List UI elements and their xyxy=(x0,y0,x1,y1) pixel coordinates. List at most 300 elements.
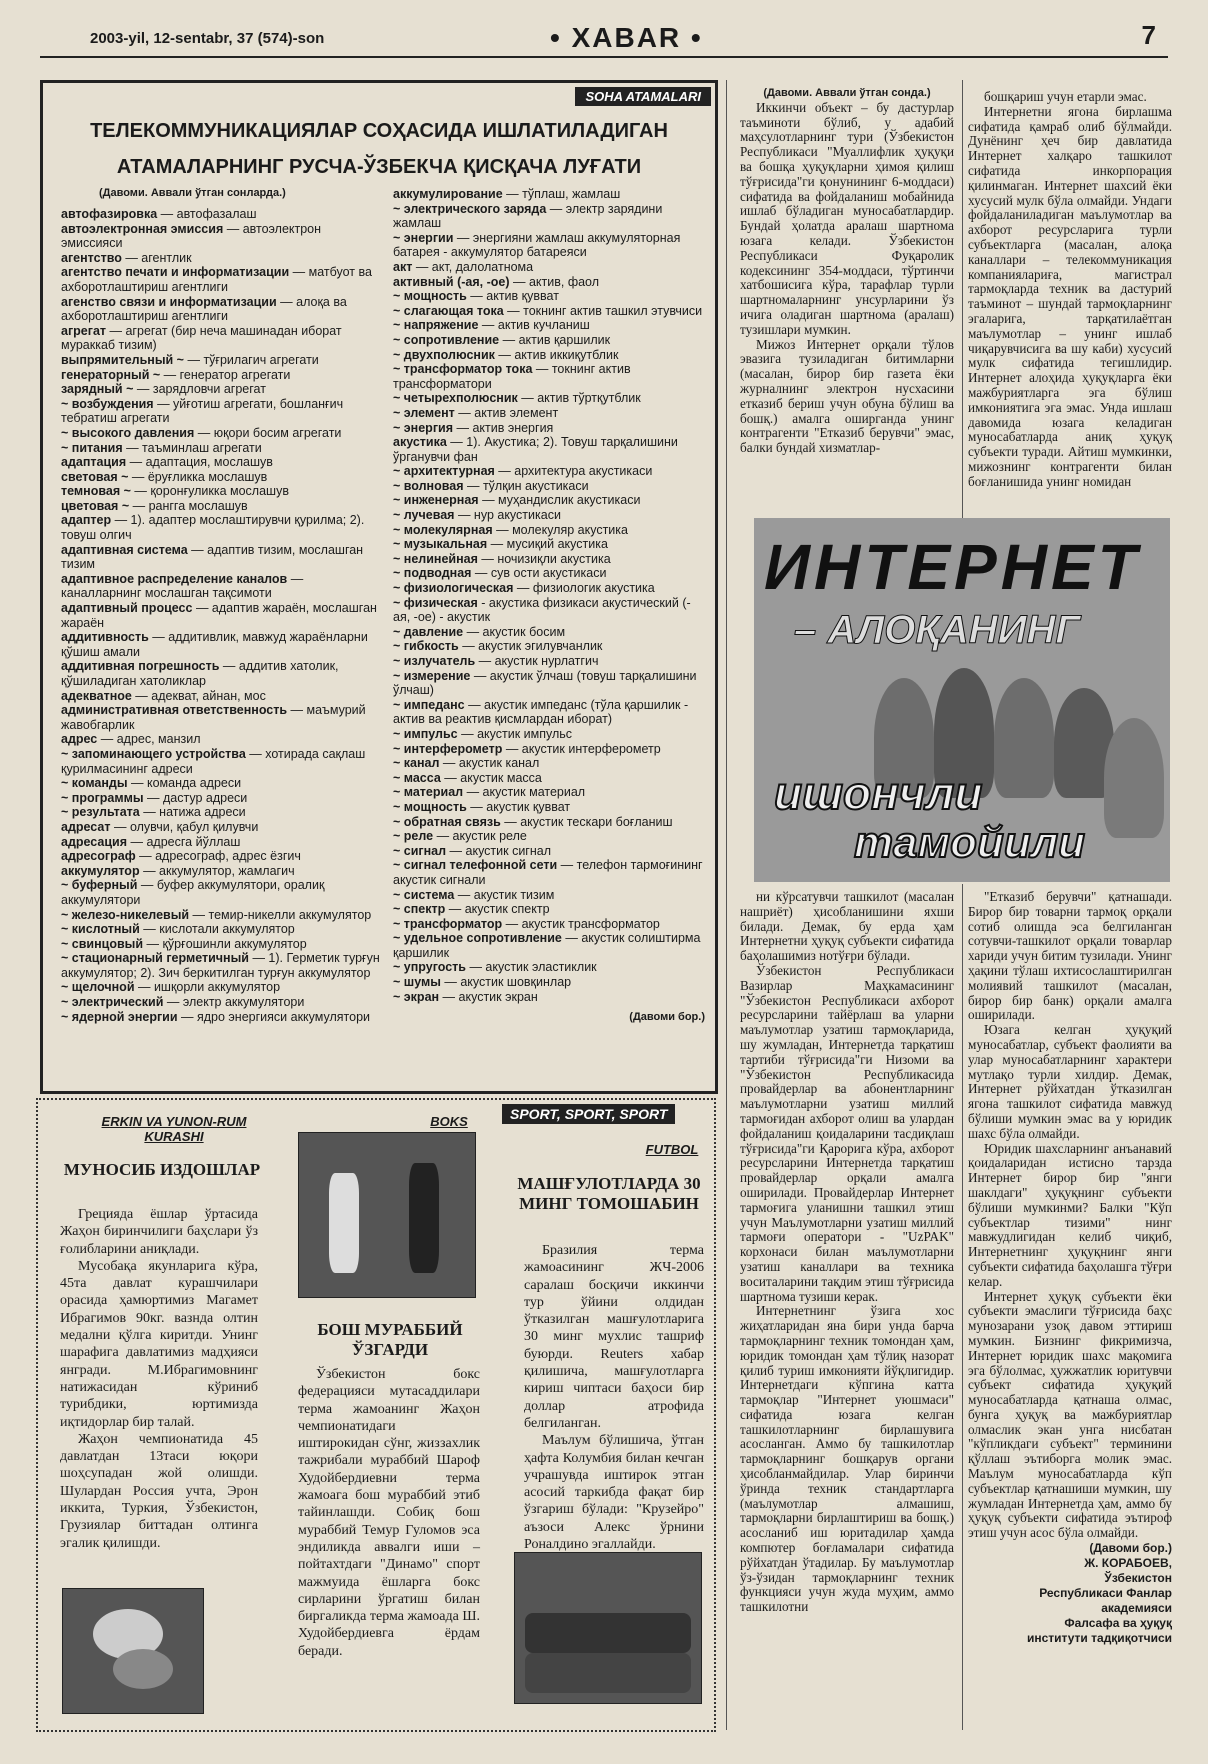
paragraph: Интернет ҳуқуқ субъекти ёки субъекти эмаслиги тўғрисида баҳс мунозарани узоқ давом эттириш мумкин. Бизнинг фикримизча, Интернет юридик шахс мақомига эга бўлолмас, ҳужжатлик юритувчи субъект сифатида ҳуқуқий муносабатларда қатнаша олмас, бунга ҳуқуқ ва мажбуриятлар олмаслик экан унга нисбатан "кўпликдаги субъект" терминини қўллаш эътиборга молик эмас. Маълум муносабатларда кўп субъектлар қатнашиши мумкин, шу жумладан Интернетда ҳам, аммо бу ҳуқуқ субъекти сифатида эътироф этиш учун асос бўла олмайди. xyxy=(968,1288,1172,1541)
dictionary-definition: — адаптив жараён, мослашган жараён xyxy=(61,601,377,630)
dictionary-term: темновая ~ xyxy=(61,484,131,499)
dictionary-term: ~ система xyxy=(393,887,455,902)
dictionary-definition: — актив қаршилик xyxy=(499,332,611,347)
dictionary-definition: — аккумулятор, жамлагич xyxy=(139,863,295,878)
internet-column-a xyxy=(740,86,954,456)
dictionary-term: ~ нелинейная xyxy=(393,551,478,566)
dictionary-term: ~ двухполюсник xyxy=(393,347,495,362)
dictionary-definition: — акт, далолатнома xyxy=(412,259,534,274)
paragraph: Юридик шахсларнинг анъанавий қоидаларидан истисно тарзда Интернет бирор бир "янги шаклдаги" ҳуқуқнинг субъекти бўлиши мумкинми? Балки "Кўп субъектлар тизими" нинг мавжудлигидан келиб чиқиб, Интернетнинг ҳуқуқнинг янги субъекти сифатида баҳолашга тўғри келар. xyxy=(968,1140,1172,1289)
dictionary-entry xyxy=(393,406,705,421)
dictionary-entry xyxy=(393,698,705,727)
dictionary-entry xyxy=(393,493,705,508)
dictionary-entry xyxy=(61,820,383,835)
dictionary-term: агентство печати и информатизации xyxy=(61,265,290,280)
dictionary-definition: — автофазалаш xyxy=(157,207,257,221)
dictionary-term: ~ спектр xyxy=(393,902,446,917)
dictionary-term: ~ сигнал телефонной сети xyxy=(393,858,558,873)
dictionary-entry xyxy=(393,566,705,581)
person-photo xyxy=(1104,718,1164,838)
dictionary-term: ~ энергии xyxy=(393,230,454,245)
dictionary-entry xyxy=(393,639,705,654)
internet-art-word2: тамойили xyxy=(854,818,1086,867)
dictionary-entry xyxy=(393,800,705,815)
dictionary-entry xyxy=(393,391,705,406)
dictionary-term: адресация xyxy=(61,834,128,849)
dictionary-term: ~ буферный xyxy=(61,878,138,893)
dictionary-term: ~ шумы xyxy=(393,975,441,990)
dictionary-entry xyxy=(393,464,705,479)
dictionary-term: генераторный ~ xyxy=(61,367,161,382)
dictionary-entry xyxy=(393,742,705,757)
dictionary-entry xyxy=(393,756,705,771)
internet-art-subtitle: – АЛОҚАНИНГ xyxy=(794,608,1080,652)
dictionary-title-line1: ТЕЛЕКОММУНИКАЦИЯЛАР СОҲАСИДА ИШЛАТИЛАДИГАН xyxy=(90,120,668,142)
dictionary-entry xyxy=(61,470,383,485)
dictionary-entry xyxy=(61,703,383,732)
dictionary-definition: — телефон тармоғининг акустик сигнали xyxy=(393,858,703,887)
dictionary-entry xyxy=(61,1010,383,1025)
dictionary-entry xyxy=(393,537,705,552)
dictionary-definition: — молекуляр акустика xyxy=(492,522,628,537)
dictionary-term: адресат xyxy=(61,819,111,834)
dictionary-term: ~ результата xyxy=(61,805,140,820)
internet-column-b xyxy=(968,90,1172,490)
sport-bar: SPORT, SPORT, SPORT xyxy=(502,1104,675,1124)
dictionary-definition: — акустик солиштирма қаршилик xyxy=(393,931,701,960)
dictionary-definition: — акустик сигнал xyxy=(446,843,552,858)
dictionary-definition: — тўплаш, жамлаш xyxy=(502,187,621,201)
dictionary-term: ~ высокого давления xyxy=(61,425,195,440)
author-affiliation: Ўзбекистон xyxy=(1104,1571,1172,1586)
dictionary-term: ~ материал xyxy=(393,785,464,800)
football-article xyxy=(524,1242,704,1553)
dictionary-term: зарядный ~ xyxy=(61,382,134,397)
dictionary-entry xyxy=(61,368,383,383)
dictionary-term: ~ ядерной энергии xyxy=(61,1009,178,1024)
dictionary-definition: — натижа адреси xyxy=(139,805,246,820)
internet-art-title: ИНТЕРНЕТ xyxy=(764,531,1141,603)
dictionary-term: ~ щелочной xyxy=(61,980,135,995)
dictionary-entry xyxy=(393,333,705,348)
dictionary-entry xyxy=(393,581,705,596)
dictionary-definition: — адекват, айнан, мос xyxy=(131,688,266,703)
dictionary-term: ~ импульс xyxy=(393,726,458,741)
dictionary-entry xyxy=(393,202,705,231)
dictionary-term: ~ давление xyxy=(393,624,464,639)
paragraph: Бразилия терма жамоасининг ЖЧ-2006 саралаш босқичи иккинчи тур ўйини олдидан ўтказилган машғулотларига 30 минг мухлис ташриф буюрди. Reuters хабар қилишича, машғулотларга кириш чиптаси баҳоси бир доллар атрофида белгиланган. xyxy=(524,1243,704,1431)
dictionary-definition: — акустик канал xyxy=(439,756,540,771)
dictionary-definition: — команда адреси xyxy=(127,776,242,791)
dictionary-entry xyxy=(393,815,705,830)
dictionary-term: ~ мощность xyxy=(393,799,467,814)
dictionary-term: адаптивная система xyxy=(61,542,188,557)
dictionary-entry xyxy=(61,747,383,776)
dictionary-definition: — агентлик xyxy=(121,250,192,265)
dictionary-term: ~ элемент xyxy=(393,405,455,420)
dictionary-term: ~ реле xyxy=(393,829,434,844)
dictionary-entry xyxy=(393,289,705,304)
dictionary-definition: — кислотали аккумулятор xyxy=(139,922,295,937)
dictionary-definition: — ночизиқли акустика xyxy=(477,551,611,566)
dictionary-column-1 xyxy=(61,207,383,1024)
dictionary-definition: - акустика физикаси акустический (-ая, -ое) - акустик xyxy=(393,595,691,625)
dictionary-entry xyxy=(61,951,383,980)
dictionary-definition: — акустик интерферометр xyxy=(502,741,661,756)
dictionary-term: аккумулятор xyxy=(61,863,140,878)
dictionary-term: административная ответственность xyxy=(61,703,288,718)
dictionary-title-line2: АТАМАЛАРНИНГ РУСЧА-ЎЗБЕКЧА ҚИСҚАЧА ЛУҒАТИ xyxy=(116,156,642,178)
dictionary-definition: — акустик масса xyxy=(440,770,542,785)
dictionary-definition: — генератор агрегати xyxy=(160,367,291,382)
dictionary-title xyxy=(63,113,695,185)
dictionary-intro: (Давоми. Аввали ўтган сонларда.) xyxy=(99,187,286,199)
dictionary-entry xyxy=(61,791,383,806)
dictionary-entry xyxy=(393,435,705,464)
dictionary-definition: — адресограф, адрес ёзгич xyxy=(135,849,301,864)
dictionary-entry xyxy=(61,207,383,222)
dictionary-term: световая ~ xyxy=(61,469,129,484)
dictionary-definition: — зарядловчи агрегат xyxy=(133,382,266,397)
person-photo xyxy=(994,678,1054,798)
author-affiliation: Республикаси Фанлар xyxy=(1039,1586,1172,1601)
dictionary-definition: — сув ости акустикаси xyxy=(471,566,607,581)
dictionary-entry xyxy=(61,995,383,1010)
paragraph: Мусобақа якунларига кўра, 45та давлат курашчилари орасида ҳамюртимиз Магамет Ибрагимов 90кг. вазнда олтин медални қўлга киритди. Унинг шарафига давлатимиз мадҳияси янгради. М.Ибрагимовнинг натижасидан кўриниб турибдики, юртимизда иқтидорлар бир талай. xyxy=(60,1258,258,1430)
dictionary-term: адаптивный процесс xyxy=(61,601,193,616)
dictionary-entry xyxy=(61,543,383,572)
dictionary-term: акт xyxy=(393,259,413,274)
dictionary-entry xyxy=(61,864,383,879)
dictionary-entry xyxy=(61,382,383,397)
dictionary-definition: — актив кучланиш xyxy=(478,318,590,333)
dictionary-term: ~ железо-никелевый xyxy=(61,907,190,922)
dictionary-term: ~ напряжение xyxy=(393,318,479,333)
dictionary-entry xyxy=(393,348,705,363)
dictionary-entry xyxy=(61,222,383,251)
dictionary-entry xyxy=(393,304,705,319)
dictionary-definition: — актив энергия xyxy=(453,420,554,435)
dictionary-term: ~ сигнал xyxy=(393,843,447,858)
dictionary-definition: — энергияни жамлаш аккумуляторная батарея - аккумулятор батареяси xyxy=(393,230,681,260)
dictionary-entry xyxy=(61,426,383,441)
dictionary-term: ~ кислотный xyxy=(61,922,140,937)
dictionary-definition: — акустик тизим xyxy=(454,887,555,902)
dictionary-definition: — уйғотиш агрегати, бошланғич тебратиш агрегати xyxy=(61,396,344,426)
dictionary-entry xyxy=(393,508,705,523)
dictionary-term: агрегат xyxy=(61,323,107,338)
dictionary-term: ~ свинцовый xyxy=(61,936,144,951)
dictionary-term: ~ физическая xyxy=(393,595,478,610)
paragraph: Интернетнинг ўзига хос жиҳатларидан яна бири унда барча тармоқларнинг техник томондан ҳам, юридик томондан ҳам тўлиқ назорат қилиб туриш имконияти йўқлигидир. Интернетдаги кўпгина катта тармоқлар "Интернет уюшмаси" сифатида юзага келган ташкилотларнинг бирлашувига асосланган. Аммо бу ташкилотлар тармоқларнинг бошқарув органи ҳисобланмайдилар. Улар биринчи ўринда техник стандартларга (маълумотлар алмашиш, тармоқларни бирлаштириш ва бошқ.) асосланиб иш юритадилар ҳамда компютер боғламалари сифатида рўйхатдан ўтадилар. Бу маълумотлар ўз-ўзидан тармоқларнинг техник функцияси учун жуда муҳим, аммо ташкилотни xyxy=(740,1303,954,1615)
dictionary-entry xyxy=(393,960,705,975)
internet-end: (Давоми бор.) xyxy=(1089,1541,1172,1556)
dictionary-definition: — акустик эластиклик xyxy=(465,960,597,975)
dictionary-definition: — темир-никелли аккумулятор xyxy=(189,907,372,922)
dictionary-term: агенство связи и информатизации xyxy=(61,294,277,309)
dictionary-definition: — автоэлектрон эмиссияси xyxy=(61,221,322,251)
dictionary-entry xyxy=(61,455,383,470)
dictionary-entry xyxy=(61,251,383,266)
author-affiliation: институти тадқиқотчиси xyxy=(1027,1631,1172,1646)
dictionary-term: ~ инженерная xyxy=(393,493,479,508)
dictionary-definition: — хотирада сақлаш қурилмасининг адреси xyxy=(61,746,366,776)
dictionary-entry xyxy=(393,625,705,640)
dictionary-term: аддитивная погрешность xyxy=(61,659,220,674)
dictionary-definition: — ядро энергияси аккумулятори xyxy=(177,1009,371,1024)
dictionary-definition: — электр аккумулятори xyxy=(163,995,305,1010)
dictionary-term: цветовая ~ xyxy=(61,498,130,513)
dictionary-entry xyxy=(393,596,705,625)
dictionary-entry xyxy=(61,630,383,659)
dictionary-definition: — адресга йўллаш xyxy=(127,834,241,849)
paragraph: Грецияда ёшлар ўртасида Жаҳон биринчилиги баҳслари ўз ғолибларини аниқлади. xyxy=(60,1207,258,1257)
dictionary-definition: — маъмурий жавобгарлик xyxy=(61,703,366,732)
dictionary-definition: — физиологик акустика xyxy=(513,581,655,596)
page-header xyxy=(40,20,1168,58)
dictionary-definition: — аддитивлик, мавжуд жараёнларни қўшиш амали xyxy=(61,630,368,659)
masthead: • XABAR • xyxy=(550,22,703,53)
internet-column-c xyxy=(740,890,954,1615)
dictionary-term: ~ энергия xyxy=(393,420,453,435)
dictionary-entry xyxy=(393,654,705,669)
dictionary-definition: — қўрғошинли аккумулятор xyxy=(143,936,307,951)
paragraph: "Етказиб берувчи" қатнашади. Бирор бир товарни тармоқ орқали сотиб олишда эса белгиланган сотувчи-ташкилот орқали товарлар хариди учун битим тузилади. Унинг ҳақини тўлаш ихтисослаштирилган молиявий ташкилот (масалан, бирор бир банк) орқали амалга оширилади. xyxy=(968,889,1172,1023)
paragraph: Мижоз Интернет орқали тўлов эвазига тузиладиган битимларни (масалан, бирор бир газета ёки журналнинг электрон нусхасини етказиб бериш учун обуна бўлиш ва бошқ.) амалга оширганда унинг контрагенти "Етказиб берувчи" эмас, балки бундай хизматлар- xyxy=(740,336,954,456)
boxing-rubric: BOKS xyxy=(430,1114,468,1129)
dictionary-term: ~ команды xyxy=(61,776,128,791)
dictionary-entry xyxy=(61,441,383,456)
football-team-photo xyxy=(514,1552,702,1704)
dictionary-entry xyxy=(393,917,705,932)
dictionary-term: активный (-ая, -ое) xyxy=(393,274,510,289)
dictionary-definition: — 1). адаптер мослаштирувчи қурилма; 2). товуш олгич xyxy=(61,513,365,543)
boxing-article xyxy=(298,1366,480,1660)
dictionary-definition: — буфер аккумулятори, оралиқ аккумулятори xyxy=(61,878,325,907)
dictionary-end: (Давоми бор.) xyxy=(629,1011,705,1024)
dictionary-term: ~ физиологическая xyxy=(393,581,514,596)
dictionary-definition: — аддитив хатолик, қўшиладиган хатоликлар xyxy=(61,659,339,688)
internet-column-d xyxy=(968,890,1172,1646)
dictionary-definition: — акустик тескари боғланиш xyxy=(500,814,673,829)
dictionary-entry xyxy=(61,499,383,514)
dictionary-term: выпрямительный ~ xyxy=(61,352,184,367)
dictionary-definition: — рангга мослашув xyxy=(129,498,248,513)
dictionary-definition: — архитектура акустикаси xyxy=(494,464,653,479)
dictionary-term: ~ слагающая тока xyxy=(393,303,504,318)
paragraph: Ўзбекистон бокс федерацияси мутасаддилари терма жамоанинг Жаҳон чемпионатидаги иштирокидан сўнг, жиззахлик тажрибали мураббий Шароф Худойбердиевни терма жамоага бош мураббий этиб тайинлашди. Собиқ бош мураббий Темур Гуломов эса эндиликда аввалги иши – пойтахтдаги "Динамо" спорт мажмуида ёшларга бокс сирларини ўргатиш билан биргаликда терма жамоада Ш. Худойбердиевга ёрдам беради. xyxy=(298,1367,480,1659)
dictionary-definition: — тўғрилагич агрегати xyxy=(184,352,319,367)
dictionary-term: ~ возбуждения xyxy=(61,396,154,411)
dictionary-definition: — акустик эгилувчанлик xyxy=(458,639,603,654)
dictionary-entry xyxy=(393,931,705,960)
football-rubric: FUTBOL xyxy=(645,1142,699,1157)
dictionary-definition: — 1). Акустика; 2). Товуш тарқалишини ўрганувчи фан xyxy=(393,435,678,464)
dictionary-definition: — акустик қувват xyxy=(466,799,571,814)
dictionary-entry xyxy=(61,484,383,499)
dictionary-entry xyxy=(393,275,705,290)
author-affiliation: Фалсафа ва ҳуқуқ xyxy=(1064,1616,1172,1631)
dictionary-entry xyxy=(393,785,705,800)
dictionary-definition: — акустик импульс xyxy=(457,726,573,741)
internet-continued: (Давоми. Аввали ўтган сонда.) xyxy=(763,87,931,99)
dictionary-term: адаптивное распределение каналов xyxy=(61,571,288,586)
dictionary-term: ~ подводная xyxy=(393,566,472,581)
dictionary-term: адаптация xyxy=(61,455,127,470)
dictionary-definition: — акустик реле xyxy=(433,829,527,844)
column-divider xyxy=(726,80,727,1730)
dictionary-term: ~ стационарный герметичный xyxy=(61,951,249,966)
dictionary-entry xyxy=(393,362,705,391)
dictionary-entry xyxy=(61,601,383,630)
dictionary-term: акустика xyxy=(393,435,447,450)
dictionary-term: ~ обратная связь xyxy=(393,814,501,829)
dictionary-term: ~ программы xyxy=(61,790,144,805)
dictionary-definition: — дастур адреси xyxy=(143,790,248,805)
dictionary-term: аддитивность xyxy=(61,630,149,645)
dictionary-term: ~ гибкость xyxy=(393,639,459,654)
dictionary-term: ~ упругость xyxy=(393,960,466,975)
dictionary-term: ~ трансформатор тока xyxy=(393,362,533,377)
dictionary-definition: — актив элемент xyxy=(454,405,559,420)
dictionary-definition: — муҳандислик акустикаси xyxy=(478,493,641,508)
dictionary-entry xyxy=(61,295,383,324)
dictionary-term: адресограф xyxy=(61,849,136,864)
dictionary-entry xyxy=(393,902,705,917)
dictionary-entry xyxy=(393,318,705,333)
dictionary-entry xyxy=(61,513,383,542)
dictionary-entry xyxy=(393,771,705,786)
dictionary-term: адрес xyxy=(61,732,98,747)
dictionary-term: ~ лучевая xyxy=(393,508,455,523)
dictionary-entry xyxy=(61,324,383,353)
dictionary-entry xyxy=(61,937,383,952)
dictionary-term: ~ интерферометр xyxy=(393,741,503,756)
dictionary-definition: — адаптация, мослашув xyxy=(126,455,273,470)
dictionary-term: ~ электрический xyxy=(61,995,164,1010)
dictionary-definition: — актив тўртқутблик xyxy=(517,391,641,406)
wrestling-headline: МУНОСИБ ИЗДОШЛАР xyxy=(63,1160,261,1179)
internet-art-word1: ишончли xyxy=(774,767,983,819)
dictionary-term: ~ удельное сопротивление xyxy=(393,931,562,946)
dictionary-term: ~ музыкальная xyxy=(393,537,488,552)
paragraph: Юзага келган ҳуқуқий муносабатлар, субъект фаолияти ва улар муносабатларнинг характери мутлақо турли хилдир. Демак, Интернет рўйхатдан ўтказилган ягона ташкилот сифатида мавжуд бўлиши мумкин эмас ва у юридик шахс бўла олмайди. xyxy=(968,1022,1172,1141)
dictionary-definition: — мусиқий акустика xyxy=(487,537,608,552)
dictionary-term: ~ масса xyxy=(393,770,441,785)
dictionary-term: ~ запоминающего устройства xyxy=(61,746,246,761)
wrestling-photo xyxy=(62,1588,204,1714)
paragraph: Ўзбекистон Республикаси Вазирлар Маҳкамасининг "Ўзбекистон Республикаси ахборот ресурсларини тайёрлаш ва уларни маълумотлар узатиш тармоқларида, шу жумладан, Интернетда тарқатиш тартиби тўғрисида"ги Низоми ва "Ўзбекистон Республикасида провайдерлар ва абонентларнинг маълумотларни узатиш миллий тармоғидан ахборот олиш ва улардан фойдаланиш қоидаларини тасдиқлаш тўғрисида"ги Қарорига кўра, ахборот ресурсларини Интернетда тарқатиш провайдерлар орқали амалга оширилади. Провайдерлар Интернет тармоғига уланишни ташкил этиш учун Маълумотларни узатиш миллий тармоғи оператори - "UzPAK" корхонаси билан маълумотларни узатиш каналлари ва техника воситаларини тақдим этиш тўғрисида шартнома тузиши керак. xyxy=(740,962,954,1304)
dictionary-definition: — тўлқин акустикаси xyxy=(463,478,589,493)
dictionary-term: ~ волновая xyxy=(393,478,464,493)
dictionary-entry xyxy=(61,835,383,850)
dictionary-definition: — токнинг актив ташкил этувчиси xyxy=(503,303,703,318)
dictionary-definition: — алоқа ва ахборотлаштириш агентлиги xyxy=(61,294,347,324)
dictionary-definition: — акустик экран xyxy=(439,989,538,1004)
football-headline: МАШҒУЛОТЛАРДА 30 МИНГ ТОМОШАБИН xyxy=(517,1174,701,1213)
dictionary-rubric: SOHA ATAMALARI xyxy=(575,87,711,106)
column-divider xyxy=(962,80,963,520)
dictionary-definition: — нур акустикаси xyxy=(454,508,561,523)
dictionary-definition: — ёруғликка мослашув xyxy=(128,469,268,484)
dictionary-entry xyxy=(61,878,383,907)
paragraph: ни кўрсатувчи ташкилот (масалан нашриёт) ҳисобланишини яхши билади. Демак, бу ерда ҳам Интернетни ҳуқуқ субъекти сифатида баҳолашимиз нотўғри бўлади. xyxy=(740,889,954,964)
dictionary-term: ~ измерение xyxy=(393,668,471,683)
wrestling-rubric: ERKIN VA YUNON-RUM KURASHI xyxy=(101,1114,247,1144)
dictionary-entry xyxy=(393,727,705,742)
dictionary-definition: — ишқорли аккумулятор xyxy=(134,980,281,995)
dictionary-term: ~ импеданс xyxy=(393,697,465,712)
dictionary-entry xyxy=(393,829,705,844)
boxing-headline: БОШ МУРАББИЙ ЎЗГАРДИ xyxy=(317,1320,463,1359)
dictionary-entry xyxy=(393,260,705,275)
dictionary-term: автоэлектронная эмиссия xyxy=(61,221,224,236)
dictionary-definition: — агрегат (бир неча машинадан иборат мураккаб тизим) xyxy=(61,323,342,353)
dictionary-term: ~ сопротивление xyxy=(393,332,500,347)
dictionary-entry xyxy=(393,523,705,538)
dictionary-entry xyxy=(61,849,383,864)
paragraph: Иккинчи объект – бу дастурлар таъминоти бўлиб, у адабий маҳсулотларнинг тури (Ўзбекистон Республикаси "Муаллифлик ҳуқуқи ва бошқа ҳуқуқларни ҳимоя қилиш тўғрисида"ги қонунининг 6-моддаси) сифатида ва фойдаланиш мобайнида ишлаб бўладиган муносабатлардир. Бундай ҳолатда аралаш шартнома юзага келади. Ўзбекистон Республикаси Фуқаролик кодексининг 354-моддаси, тўртинчи хатбошисига кўра, тарафлар турли шартномаларнинг унсурларини ўз ичига оладиган шартнома (аралаш) тузишлари мумкин. xyxy=(740,99,954,337)
dictionary-definition: — олувчи, қабул қилувчи xyxy=(110,819,259,834)
dictionary-term: ~ электрического заряда xyxy=(393,201,547,216)
dictionary-box xyxy=(40,80,718,1094)
dictionary-definition: — акустик импеданс (тўла қаршилик - актив ва реактив қисмлардан иборат) xyxy=(393,697,689,727)
dictionary-entry xyxy=(393,421,705,436)
dictionary-entry xyxy=(393,844,705,859)
dictionary-term: ~ экран xyxy=(393,989,440,1004)
column-divider xyxy=(962,884,963,1730)
dictionary-definition: — акустик нурлатгич xyxy=(475,654,599,668)
dictionary-entry xyxy=(61,659,383,688)
dictionary-term: ~ канал xyxy=(393,756,440,771)
internet-headline-art xyxy=(754,518,1170,882)
dictionary-term: ~ трансформатор xyxy=(393,916,503,931)
dictionary-entry xyxy=(393,479,705,494)
dictionary-definition: — электр зарядини жамлаш xyxy=(393,201,663,231)
dictionary-definition: — токнинг актив трансформатори xyxy=(393,362,631,391)
dictionary-entry xyxy=(61,908,383,923)
dictionary-entry xyxy=(393,669,705,698)
boxing-photo xyxy=(298,1132,476,1298)
dictionary-definition: — 1). Герметик турғун аккумулятор; 2). Зич беркитилган турғун аккумулятор xyxy=(61,951,380,980)
dictionary-definition: — юқори босим агрегати xyxy=(194,425,342,440)
dictionary-entry xyxy=(61,265,383,294)
dictionary-definition: — актив, фаол xyxy=(509,274,600,289)
dictionary-entry xyxy=(61,805,383,820)
dictionary-term: адекватное xyxy=(61,688,132,703)
dictionary-term: ~ питания xyxy=(61,440,123,455)
issue-date: 2003-yil, 12-sentabr, 37 (574)-son xyxy=(90,30,325,47)
dictionary-entry xyxy=(393,888,705,903)
dictionary-term: ~ четырехполюсник xyxy=(393,391,518,406)
author-affiliation: академияси xyxy=(1101,1601,1172,1616)
dictionary-entry xyxy=(61,397,383,426)
dictionary-definition: — акустик ўлчаш (товуш тарқалишини ўлчаш) xyxy=(393,668,697,698)
dictionary-entry xyxy=(393,990,705,1005)
dictionary-term: ~ мощность xyxy=(393,289,467,304)
paragraph: Жаҳон чемпионатида 45 давлатдан 13таси юқори шоҳсупадан жой олишди. Шулардан Россия учта, Эрон иккита, Туркия, Ўзбекистон, Грузиялар биттадан олтинга эгалик қилишди. xyxy=(60,1431,258,1551)
dictionary-entry xyxy=(61,922,383,937)
dictionary-entry xyxy=(61,572,383,601)
dictionary-definition: — акустик материал xyxy=(463,785,586,800)
dictionary-term: ~ молекулярная xyxy=(393,522,493,537)
dictionary-definition: — акустик трансформатор xyxy=(502,916,660,931)
dictionary-entry xyxy=(393,975,705,990)
dictionary-entry xyxy=(393,231,705,260)
dictionary-definition: — акустик спектр xyxy=(445,902,550,917)
dictionary-term: автофазировка xyxy=(61,207,158,221)
dictionary-definition: — актив қувват xyxy=(466,289,559,304)
